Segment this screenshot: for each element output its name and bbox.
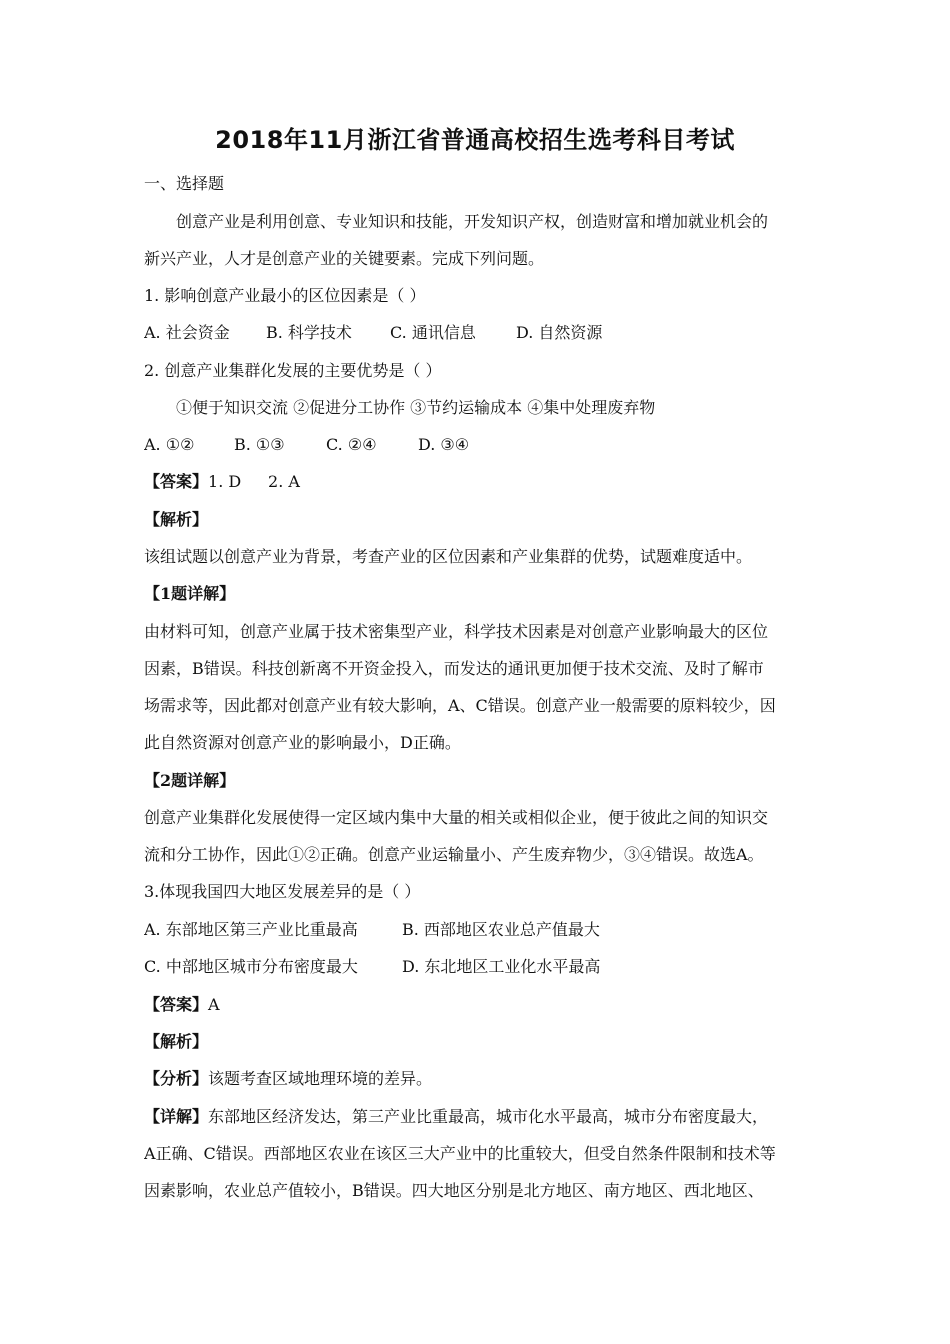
detail-1-line: 此自然资源对创意产业的影响最小，D正确。	[144, 733, 461, 752]
xiangjie-line: 因素影响，农业总产值较小，B错误。四大地区分别是北方地区、南方地区、西北地区、	[144, 1181, 764, 1200]
option-d: D. ③④	[418, 435, 470, 454]
option-d: D. 东北地区工业化水平最高	[402, 957, 601, 976]
option-c: C. ②④	[326, 435, 377, 454]
option-a: A. 东部地区第三产业比重最高	[144, 920, 358, 939]
fenxi-text: 该题考查区域地理环境的差异。	[208, 1069, 433, 1088]
xiangjie-first-line: 东部地区经济发达，第三产业比重最高，城市化水平最高，城市分布密度最大，	[208, 1107, 769, 1126]
detail-1-line: 场需求等，因此都对创意产业有较大影响，A、C错误。创意产业一般需要的原料较少，因	[144, 696, 776, 715]
detail-2-label: 【2题详解】	[144, 771, 236, 790]
detail-1-line: 因素，B错误。科技创新离不开资金投入，而发达的通讯更加便于技术交流、及时了解市	[144, 659, 764, 678]
question-1-options	[144, 322, 814, 344]
answer-2: 2. A	[268, 472, 300, 491]
option-a: A. ①②	[144, 435, 195, 454]
detail-1-label: 【1题详解】	[144, 584, 236, 603]
answer-3	[144, 994, 814, 1016]
question-2-options	[144, 434, 814, 456]
fenxi-label: 【分析】	[144, 1069, 209, 1088]
detail-2-line: 流和分工协作，因此①②正确。创意产业运输量小、产生废弃物少，③④错误。故选A。	[144, 845, 764, 864]
detail-2-line: 创意产业集群化发展使得一定区域内集中大量的相关或相似企业，便于彼此之间的知识交	[144, 808, 769, 827]
answer-label: 【答案】	[144, 995, 209, 1014]
page-title: 2018年11月浙江省普通高校招生选考科目考试	[215, 126, 735, 154]
answer-1: 1. D	[208, 472, 242, 491]
xiangjie-label: 【详解】	[144, 1107, 209, 1126]
xiangjie-line: A正确、C错误。西部地区农业在该区三大产业中的比重较大，但受自然条件限制和技术等	[144, 1144, 776, 1163]
xiangjie	[144, 1106, 814, 1128]
option-c: C. 中部地区城市分布密度最大	[144, 957, 358, 976]
question-2-stem: 2. 创意产业集群化发展的主要优势是（ ）	[144, 361, 442, 380]
question-3-options-row-2	[144, 956, 814, 978]
option-d: D. 自然资源	[516, 323, 603, 342]
option-b: B. ①③	[234, 435, 285, 454]
fenxi	[144, 1068, 814, 1090]
answer-value: A	[208, 995, 220, 1014]
option-b: B. 科学技术	[266, 323, 352, 342]
analysis-label: 【解析】	[144, 510, 209, 529]
intro-line-2: 新兴产业，人才是创意产业的关键要素。完成下列问题。	[144, 249, 545, 268]
option-b: B. 西部地区农业总产值最大	[402, 920, 600, 939]
section-heading: 一、选择题	[144, 174, 225, 193]
analysis-text: 该组试题以创意产业为背景，考查产业的区位因素和产业集群的优势，试题难度适中。	[144, 547, 753, 566]
question-3-stem: 3.体现我国四大地区发展差异的是（ ）	[144, 882, 421, 901]
question-3-options-row-1	[144, 919, 814, 941]
analysis-3-label: 【解析】	[144, 1032, 209, 1051]
question-1-stem: 1. 影响创意产业最小的区位因素是（ ）	[144, 286, 426, 305]
option-a: A. 社会资金	[144, 323, 230, 342]
intro-line-1: 创意产业是利用创意、专业知识和技能，开发知识产权，创造财富和增加就业机会的	[176, 212, 769, 231]
question-2-items: ①便于知识交流 ②促进分工协作 ③节约运输成本 ④集中处理废弃物	[176, 398, 656, 417]
detail-1-line: 由材料可知，创意产业属于技术密集型产业，科学技术因素是对创意产业影响最大的区位	[144, 622, 769, 641]
answer-label: 【答案】	[144, 472, 209, 491]
option-c: C. 通讯信息	[390, 323, 476, 342]
answer-1-2	[144, 471, 814, 493]
